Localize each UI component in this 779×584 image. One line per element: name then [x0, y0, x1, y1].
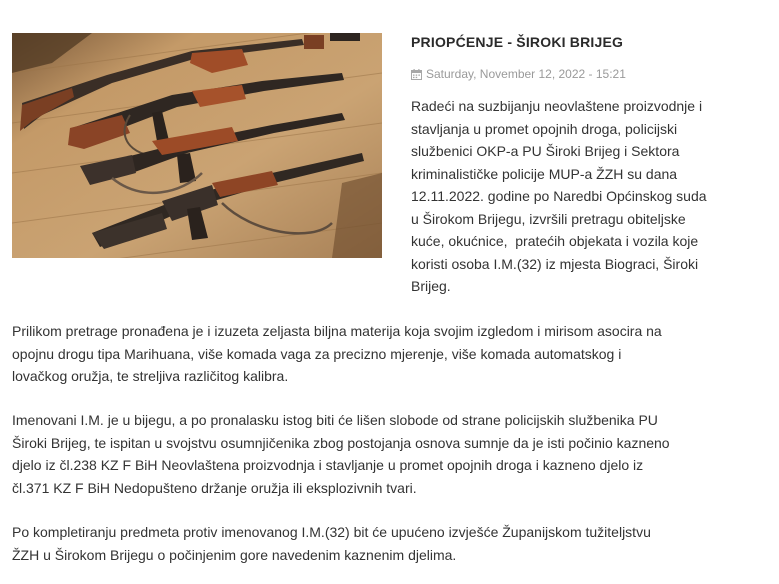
article-paragraph-suspect-status — [12, 409, 772, 499]
article-lead — [411, 95, 761, 298]
paragraph-line: djelo iz čl.238 KZ F BiH Neovlaštena proizvodnja i stavljanje u promet opojnih droga i kazneno djelo iz — [12, 457, 644, 473]
calendar-icon — [411, 69, 422, 80]
lead-line: kriminalističke policije MUP-a ŽZH su dana — [411, 165, 678, 182]
article-date-line — [411, 67, 626, 81]
lead-line: Brijeg. — [411, 278, 451, 294]
article-paragraph-search-findings — [12, 320, 772, 388]
paragraph-line: lovačkog oružja, te streljiva različitog kalibra. — [12, 368, 289, 384]
paragraph-line: Široki Brijeg, te ispitan u svojstvu osumnjičenika zbog postojanja osnova sumnje da je isti počinio kazneno — [12, 434, 670, 451]
lead-line: stavljanja u promet opojnih droga, policijski — [411, 120, 678, 137]
lead-line: koristi osoba I.M.(32) iz mjesta Biograci, Široki — [411, 255, 699, 272]
paragraph-line: čl.371 KZ F BiH Nedopušteno držanje oružja ili eksplozivnih tvari. — [12, 479, 417, 496]
article-title: PRIOPĆENJE - ŠIROKI BRIJEG — [411, 34, 624, 50]
lead-line: 12.11.2022. godine po Naredbi Općinskog suda — [411, 188, 707, 204]
paragraph-line: Prilikom pretrage pronađena je i izuzeta zeljasta biljna materija koja svojim izgledom i mirisom asocira na — [12, 323, 662, 339]
article-date: Saturday, November 12, 2022 - 15:21 — [426, 67, 626, 81]
paragraph-line: Imenovani I.M. je u bijegu, a po pronalasku istog biti će lišen slobode od strane policijskih službenika PU — [12, 412, 658, 428]
weapons-illustration — [12, 33, 382, 258]
article-paragraph-prosecution-report — [12, 521, 772, 566]
lead-line: službenici OKP-a PU Široki Brijeg i Sektora — [411, 143, 680, 159]
lead-line: kuće, okućnice, pratećih objekata i vozila koje — [411, 233, 699, 249]
seized-weapons-photo — [12, 33, 382, 258]
lead-line: u Širokom Brijegu, izvršili pretragu obiteljske — [411, 210, 686, 227]
paragraph-line: Po kompletiranju predmeta protiv imenovanog I.M.(32) bit će upućeno izvješće Županijskom tužiteljstvu — [12, 524, 651, 540]
lead-line: Radeći na suzbijanju neovlaštene proizvodnje i — [411, 98, 703, 114]
paragraph-line: ŽZH u Širokom Brijegu o počinjenim gore navedenim kaznenim djelima. — [12, 546, 457, 563]
paragraph-line: opojnu drogu tipa Marihuana, više komada vaga za precizno mjerenje, više komada automatskog i — [12, 345, 622, 362]
